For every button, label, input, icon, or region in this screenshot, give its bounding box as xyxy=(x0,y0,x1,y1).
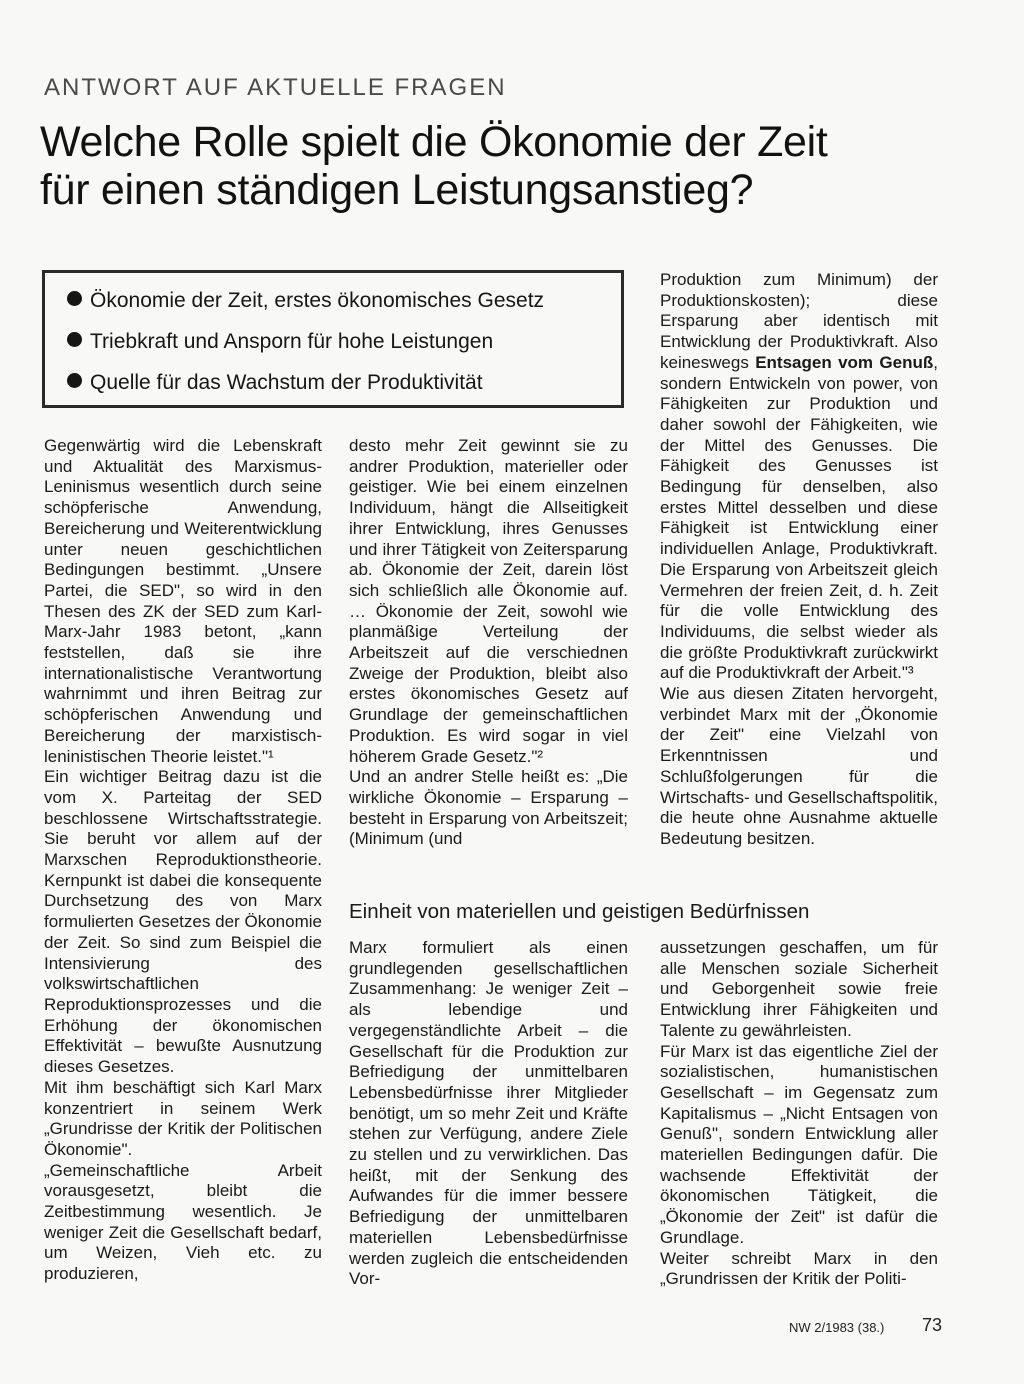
section-heading: Einheit von materiellen und geistigen Bedürfnissen xyxy=(349,900,810,923)
paragraph: Weiter schreibt Marx in den „Grundrissen der Kritik der Politi- xyxy=(660,1248,938,1289)
page-number: 73 xyxy=(922,1315,943,1335)
highlights-box xyxy=(42,270,624,408)
bullet-icon xyxy=(67,291,82,306)
article-column-3 xyxy=(660,270,938,850)
paragraph: Wie aus diesen Zitaten hervorgeht, verbindet Marx mit der „Ökonomie der Zeit" eine Vielzahl von Erkenntnissen und Schlußfolgerungen für die Wirtschafts- und Gesellschaftspolitik, die heute ohne Ausnahme aktuelle Bedeutung besitzen. xyxy=(660,684,938,848)
paragraph: desto mehr Zeit gewinnt sie zu andrer Produktion, materieller oder geistiger. Wie bei einem einzelnen Individuum, hängt die Allseitigkeit ihrer Entwicklung, ihres Genusses und ihrer Tätigkeit von Zeitersparung ab. Ökonomie der Zeit, darein löst sich schließlich alle Ökonomie auf. … Ökonomie der Zeit, sowohl wie planmäßige Verteilung der Arbeitszeit auf die verschiednen Zweige der Produktion, bleibt also erstes ökonomisches Gesetz auf Grundlage der gemeinschaftlichen Produktion. Es wird sogar in viel höherem Grade Gesetz."² xyxy=(349,436,628,766)
paragraph: Für Marx ist das eigentliche Ziel der sozialistischen, humanistischen Gesellschaft – im Gegensatz zum Kapitalismus – „Nicht Entsagen von Genuß", sondern Entwicklung aller materiellen Bedingungen dafür. Die wachsende Effektivität der ökonomischen Tätigkeit, die „Ökonomie der Zeit" ist dafür die Grundlage. xyxy=(660,1041,938,1247)
highlight-item xyxy=(67,289,544,313)
article-column-2b xyxy=(349,938,628,1290)
bullet-icon xyxy=(67,373,82,388)
paragraph: „Gemeinschaftliche Arbeit vorausgesetzt, bleibt die Zeitbestimmung wesentlich. Je weniger Zeit die Gesellschaft bedarf, um Weizen, Vieh etc. zu produzieren, xyxy=(44,1160,322,1284)
title-line-1: Welche Rolle spielt die Ökonomie der Zeit xyxy=(40,118,828,166)
article-column-2 xyxy=(349,436,628,850)
paragraph: Ein wichtiger Beitrag dazu ist die vom X. Parteitag der SED beschlossene Wirtschaftsstrategie. Sie beruht vor allem auf der Marxschen Reproduktionstheorie. Kernpunkt ist dabei die konsequente Durchsetzung des von Marx formulierten Gesetzes der Ökonomie der Zeit. So sind zum Beispiel die Intensivierung des volkswirtschaftlichen Reproduktionsprozesses und die Erhöhung der ökonomischen Effektivität – bewußte Ausnutzung dieses Gesetzes. xyxy=(44,767,322,1077)
paragraph: Marx formuliert als einen grundlegenden gesellschaftlichen Zusammenhang: Je weniger Zeit – als lebendige und vergegenständlichte Arbeit – die Gesellschaft für die Produktion zur Befriedigung der unmittelbaren Lebensbedürfnisse ihrer Mitglieder benötigt, um so mehr Zeit und Kräfte stehen zur Verfügung, andere Ziele zu stellen und zu verwirklichen. Das heißt, mit der Senkung des Aufwandes für die immer bessere Befriedigung der unmittelbaren materiellen Lebensbedürfnisse werden zugleich die entscheidenden Vor- xyxy=(349,938,628,1289)
title-line-2: für einen ständigen Leistungsanstieg? xyxy=(40,166,754,214)
highlight-item xyxy=(67,371,483,395)
highlight-item xyxy=(67,330,493,354)
paragraph: Gegenwärtig wird die Lebenskraft und Aktualität des Marxismus-Leninismus wesentlich durch seine schöpferische Anwendung, Bereicherung und Weiterentwicklung unter neuen geschichtlichen Bedingungen bestimmt. „Unsere Partei, die SED", so wird in den Thesen des ZK der SED zum Karl-Marx-Jahr 1983 betont, „kann feststellen, daß sie ihre internationalistische Verantwortung wahrnimmt und ihren Beitrag zur schöpferischen Anwendung und Bereicherung der marxistisch-leninistischen Theorie leistet."¹ xyxy=(44,436,322,766)
page-title xyxy=(40,118,940,214)
paragraph: Mit ihm beschäftigt sich Karl Marx konzentriert in seinem Werk „Grundrisse der Kritik der Politischen Ökonomie". xyxy=(44,1077,322,1159)
article-column-1 xyxy=(44,436,322,1285)
highlight-text: Ökonomie der Zeit, erstes ökonomisches Gesetz xyxy=(90,289,545,312)
highlight-text: Triebkraft und Ansporn für hohe Leistungen xyxy=(90,330,494,353)
paragraph: Produktion zum Minimum) der Produktionskosten); diese Ersparung aber identisch mit Entwicklung der Produktivkraft. Also keineswegs Entsagen vom Genuß, sondern Entwickeln von power, von Fähigkeiten zur Produktion und daher sowohl der Fähigkeiten, wie der Mittel des Genusses. Die Fähigkeit des Genusses ist Bedingung für denselben, also erstes Mittel desselben und diese Fähigkeit ist Entwicklung einer individuellen Anlage, Produktivkraft. Die Ersparung von Arbeitszeit gleich Vermehren der freien Zeit, d. h. Zeit für die volle Entwicklung des Individuums, die selbst wieder als die größte Produktivkraft zurückwirkt auf die Produktivkraft der Arbeit."³ xyxy=(660,270,938,683)
highlight-text: Quelle für das Wachstum der Produktivität xyxy=(90,371,483,394)
issue-label: NW 2/1983 (38.) xyxy=(789,1320,885,1335)
emphasis: Entsagen vom Genuß xyxy=(755,352,934,372)
paragraph: aussetzungen geschaffen, um für alle Menschen soziale Sicherheit und Geborgenheit sowie freie Entwicklung ihrer Fähigkeiten und Talente zu gewährleisten. xyxy=(660,938,938,1040)
kicker: ANTWORT AUF AKTUELLE FRAGEN xyxy=(44,74,507,101)
paragraph: Und an andrer Stelle heißt es: „Die wirkliche Ökonomie – Ersparung – besteht in Ersparung von Arbeitszeit; (Minimum (und xyxy=(349,767,628,849)
bullet-icon xyxy=(67,332,82,347)
article-column-3b xyxy=(660,938,938,1290)
